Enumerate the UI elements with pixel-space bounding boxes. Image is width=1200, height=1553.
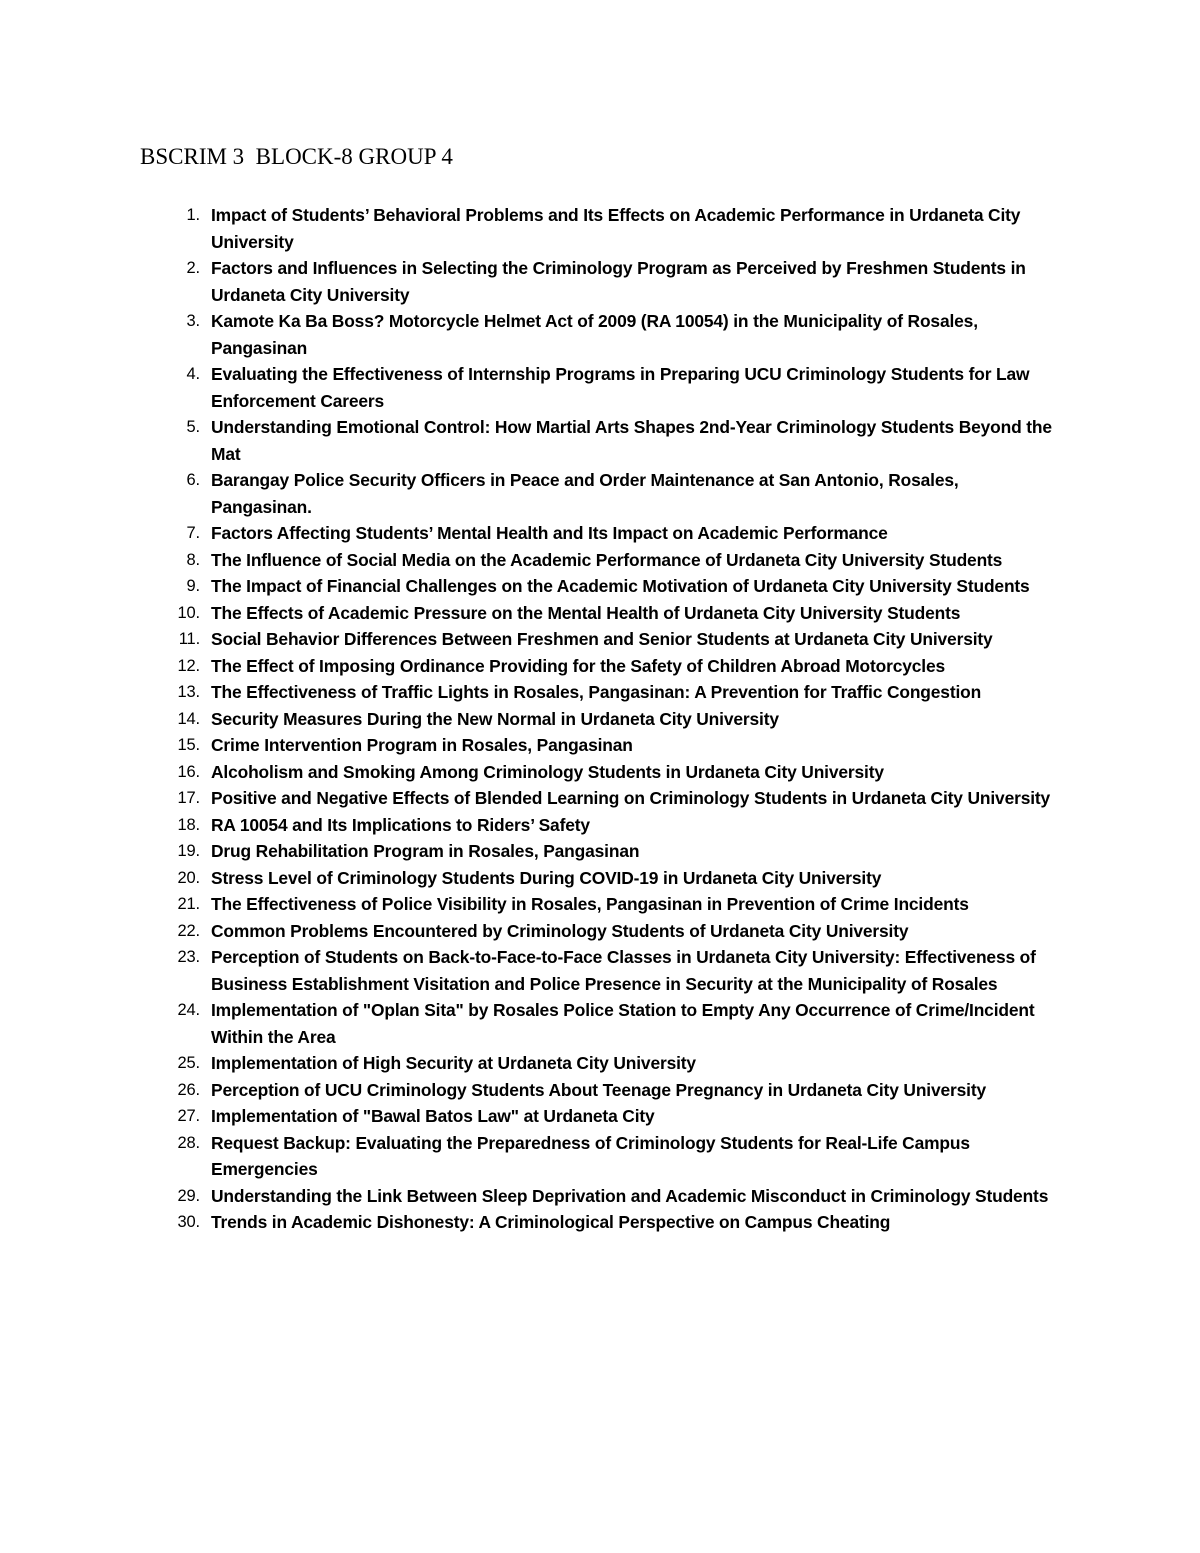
list-item — [0, 997, 1061, 1050]
list-item — [0, 573, 1061, 600]
list-item-title: Barangay Police Security Officers in Peace and Order Maintenance at San Antonio, Rosales, Pangasinan. — [211, 470, 959, 517]
list-item — [0, 653, 1061, 680]
list-item — [0, 1077, 1061, 1104]
list-item-title: Trends in Academic Dishonesty: A Criminological Perspective on Campus Cheating — [211, 1212, 891, 1232]
list-item-number: 6. — [186, 471, 200, 489]
list-item-number: 17. — [177, 789, 200, 807]
list-item-title: Common Problems Encountered by Criminology Students of Urdaneta City University — [211, 920, 909, 941]
list-item-title: Social Behavior Differences Between Freshmen and Senior Students at Urdaneta City University — [211, 629, 993, 649]
list-item-title: Positive and Negative Effects of Blended Learning on Criminology Students in Urdaneta City University — [211, 788, 1051, 808]
list-item — [0, 759, 1061, 786]
list-item-number: 4. — [186, 365, 200, 383]
list-item-number: 11. — [178, 630, 200, 648]
list-item-number: 3. — [186, 312, 200, 330]
list-item — [0, 547, 1061, 574]
list-item-title: The Influence of Social Media on the Academic Performance of Urdaneta City University Students — [211, 549, 1003, 570]
list-item — [0, 1103, 1061, 1130]
list-item — [0, 1183, 1061, 1210]
list-item-number: 26. — [177, 1080, 200, 1099]
list-item — [0, 202, 1061, 255]
list-item — [0, 918, 1061, 945]
list-item — [0, 361, 1061, 414]
list-item-number: 18. — [177, 815, 200, 834]
list-item-number: 5. — [186, 418, 200, 436]
list-item — [0, 1209, 1061, 1236]
list-item — [0, 1130, 1061, 1183]
list-item — [0, 732, 1061, 759]
list-item-number: 30. — [177, 1213, 200, 1231]
list-item-title: Kamote Ka Ba Boss? Motorcycle Helmet Act of 2009 (RA 10054) in the Municipality of Rosales, Pangasinan — [211, 311, 978, 358]
list-item-title: Request Backup: Evaluating the Preparedness of Criminology Students for Real-Life Campus Emergencies — [211, 1132, 970, 1179]
list-item-number: 16. — [177, 762, 200, 781]
list-item-title: Drug Rehabilitation Program in Rosales, Pangasinan — [211, 841, 640, 861]
list-item-number: 24. — [177, 1001, 200, 1019]
list-item — [0, 626, 1061, 653]
list-item-title: Evaluating the Effectiveness of Internship Programs in Preparing UCU Criminology Students for Law Enforcement Careers — [211, 364, 1030, 411]
list-item — [0, 308, 1061, 361]
list-item-title: Implementation of High Security at Urdaneta City University — [211, 1053, 696, 1073]
list-item-title: Implementation of "Bawal Batos Law" at Urdaneta City — [211, 1106, 655, 1126]
list-item-title: The Impact of Financial Challenges on the Academic Motivation of Urdaneta City University Students — [211, 576, 1030, 596]
list-item — [0, 255, 1061, 308]
list-item — [0, 467, 1061, 520]
list-item-title: Implementation of "Oplan Sita" by Rosales Police Station to Empty Any Occurrence of Crime/Incident Within the Area — [211, 1000, 1035, 1047]
list-item — [0, 838, 1061, 865]
list-item-title: Factors and Influences in Selecting the Criminology Program as Perceived by Freshmen Students in Urdaneta City University — [211, 258, 1026, 305]
list-item-title: Understanding the Link Between Sleep Deprivation and Academic Misconduct in Criminology Students — [211, 1185, 1049, 1206]
list-item — [0, 812, 1061, 839]
list-item-title: Perception of Students on Back-to-Face-to-Face Classes in Urdaneta City University: Effectiveness of Business Establishment Visitation and Police Presence in Security at the Municipality of Rosales — [211, 947, 1036, 994]
list-item — [0, 520, 1061, 547]
list-item — [0, 679, 1061, 706]
list-item-number: 23. — [177, 948, 200, 966]
list-item-number: 27. — [177, 1107, 200, 1125]
list-item-number: 7. — [186, 524, 200, 542]
list-item — [0, 1050, 1061, 1077]
list-item-number: 2. — [186, 259, 200, 277]
list-item-number: 20. — [177, 868, 200, 887]
list-item-number: 29. — [177, 1186, 200, 1205]
list-item-title: Stress Level of Criminology Students During COVID-19 in Urdaneta City University — [211, 867, 882, 888]
list-item-title: Crime Intervention Program in Rosales, Pangasinan — [211, 735, 633, 755]
list-item-title: Understanding Emotional Control: How Martial Arts Shapes 2nd-Year Criminology Students Beyond the Mat — [211, 417, 1052, 464]
list-item-title: Factors Affecting Students’ Mental Health and Its Impact on Academic Performance — [211, 523, 888, 543]
list-item — [0, 944, 1061, 997]
list-item-number: 19. — [177, 842, 200, 860]
list-item-title: Alcoholism and Smoking Among Criminology Students in Urdaneta City University — [211, 761, 884, 782]
list-item — [0, 600, 1061, 627]
list-item — [0, 891, 1061, 918]
list-item-title: RA 10054 and Its Implications to Riders’ Safety — [211, 814, 590, 835]
list-item-number: 9. — [186, 577, 200, 595]
list-item-title: The Effect of Imposing Ordinance Providing for the Safety of Children Abroad Motorcycles — [211, 655, 946, 676]
list-item-title: The Effectiveness of Police Visibility in Rosales, Pangasinan in Prevention of Crime Incidents — [211, 894, 969, 914]
list-item-title: Impact of Students’ Behavioral Problems and Its Effects on Academic Performance in Urdaneta City University — [211, 205, 1021, 252]
list-item-title: The Effectiveness of Traffic Lights in Rosales, Pangasinan: A Prevention for Traffic Congestion — [211, 682, 982, 702]
list-item-number: 21. — [177, 895, 200, 913]
list-item-title: Security Measures During the New Normal in Urdaneta City University — [211, 708, 779, 729]
list-item-number: 28. — [177, 1133, 200, 1152]
list-item-number: 14. — [177, 709, 200, 728]
list-item-number: 8. — [186, 550, 200, 569]
list-item-number: 25. — [177, 1054, 200, 1072]
list-item-number: 1. — [186, 206, 200, 224]
list-item-number: 10. — [177, 603, 200, 622]
list-item — [0, 706, 1061, 733]
document-heading: BSCRIM 3 BLOCK-8 GROUP 4 — [140, 144, 453, 169]
list-item-title: Perception of UCU Criminology Students About Teenage Pregnancy in Urdaneta City University — [211, 1079, 986, 1100]
list-item-number: 12. — [177, 656, 200, 675]
list-item-number: 15. — [177, 736, 200, 754]
topic-list — [0, 202, 1200, 1236]
list-item-title: The Effects of Academic Pressure on the Mental Health of Urdaneta City University Students — [211, 602, 961, 623]
list-item-number: 13. — [177, 683, 200, 701]
list-item-number: 22. — [177, 921, 200, 940]
list-item — [0, 865, 1061, 892]
list-item — [0, 785, 1061, 812]
list-item — [0, 414, 1061, 467]
